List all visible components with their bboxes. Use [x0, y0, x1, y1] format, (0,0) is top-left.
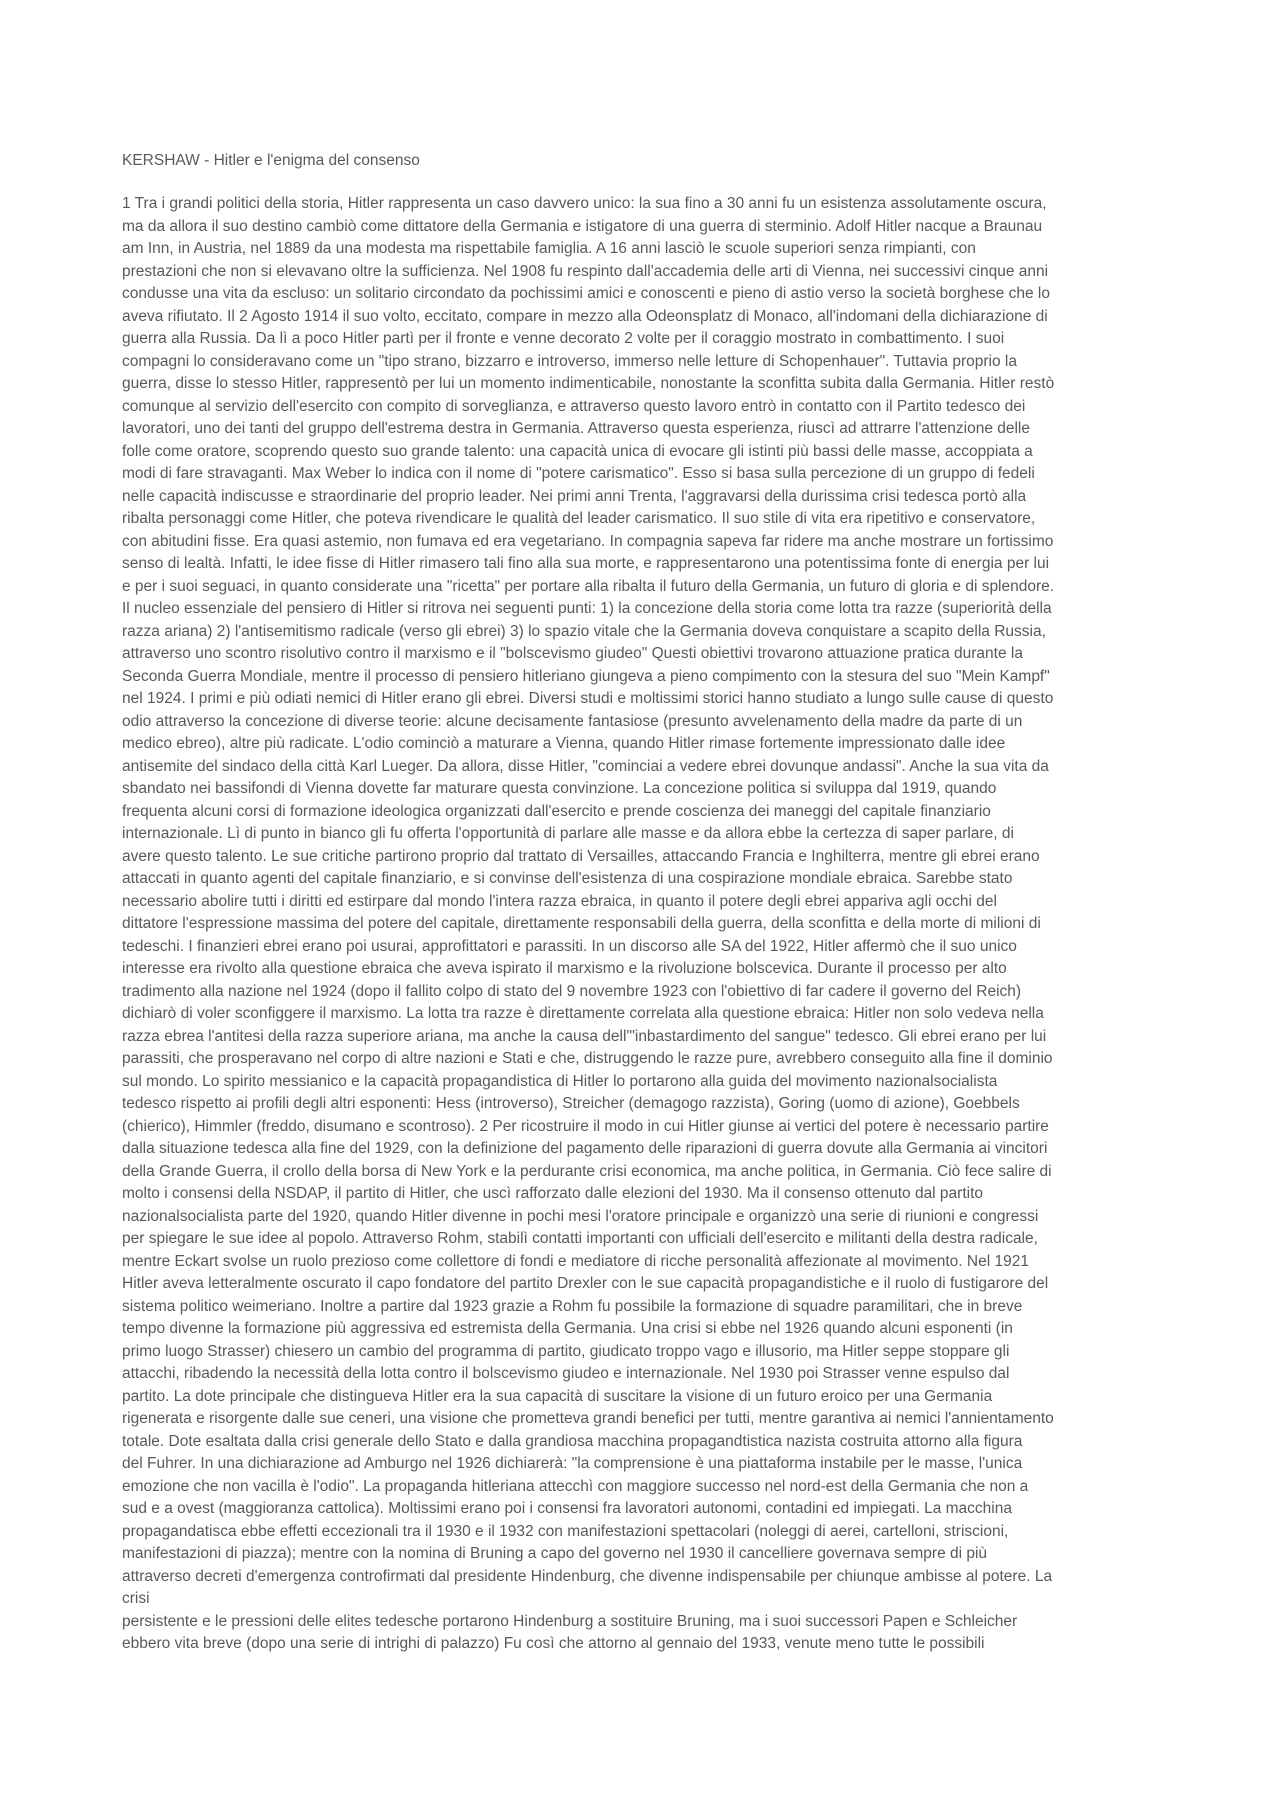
- body-line: am Inn, in Austria, nel 1889 da una modesta ma rispettabile famiglia. A 16 anni lasciò le scuole superiori senza rimpianti, con: [122, 240, 976, 257]
- body-line: della Grande Guerra, il crollo della borsa di New York e la perdurante crisi economica, ma anche politica, in Germania. Ciò fece salire di: [122, 1162, 1052, 1180]
- body-line: propagandatisca ebbe effetti eccezionali tra il 1930 e il 1932 con manifestazioni spettacolari (noleggi di aerei, cartelloni, striscioni,: [122, 1522, 1009, 1540]
- body-line: rigenerata e risorgente dalle sue ceneri, una visione che prometteva grandi benefici per tutti, mentre garantiva ai nemici l'annientamento: [122, 1410, 1054, 1427]
- body-line: attacchi, ribadendo la necessità della lotta contro il bolscevismo giudeo e internazionale. Nel 1930 poi Strasser venne espulso dal: [122, 1365, 1010, 1382]
- body-line: Il nucleo essenziale del pensiero di Hitler si ritrova nei seguenti punti: 1) la concezione della storia come lotta tra razze (superiorità della: [122, 600, 1052, 617]
- body-line: ribalta personaggi come Hitler, che poteva rivendicare le qualità del leader carismatico. Il suo stile di vita era ripetitivo e conservatore,: [122, 510, 1036, 527]
- body-line: nel 1924. I primi e più odiati nemici di Hitler erano gli ebrei. Diversi studi e moltissimi storici hanno studiato a lungo sulle cause di questo: [122, 690, 1054, 707]
- body-line: interesse era rivolto alla questione ebraica che aveva ispirato il marxismo e la rivoluzione bolscevica. Durante il processo per alto: [122, 960, 1007, 977]
- body-line: aveva rifiutato. Il 2 Agosto 1914 il suo volto, eccitato, compare in mezzo alla Odeonsplatz di Monaco, all'indomani della dichiarazione di: [122, 307, 1048, 325]
- body-line: ebbero vita breve (dopo una serie di intrighi di palazzo) Fu così che attorno al gennaio del 1933, venute meno tutte le possibili: [122, 1635, 985, 1652]
- body-line: frequenta alcuni corsi di formazione ideologica organizzati dall'esercito e prende coscienza dei maneggi del capitale finanziario: [122, 802, 991, 820]
- body-line: necessario abolire tutti i diritti ed estirpare dal mondo l'intera razza ebraica, in quanto il potere degli ebrei appariva agli occhi del: [122, 892, 997, 910]
- body-line: Seconda Guerra Mondiale, mentre il processo di pensiero hitleriano giungeva a pieno compimento con la stesura del suo "Mein Kampf": [122, 667, 1050, 685]
- body-line: e per i suoi seguaci, in quanto considerate una "ricetta" per portare alla ribalta il futuro della Germania, un futuro di gloria e di splendore.: [122, 577, 1055, 595]
- body-line: tradimento alla nazione nel 1924 (dopo il fallito colpo di stato del 9 novembre 1923 con l'obiettivo di far cadere il governo del Reich): [122, 982, 1022, 1000]
- body-line: crisi: [122, 1590, 150, 1607]
- body-line: primo luogo Strasser) chiesero un cambio del programma di partito, giudicato troppo vago e illusorio, ma Hitler seppe stoppare gli: [122, 1342, 1010, 1360]
- body-line: emozione che non vacilla è l'odio". La propaganda hitleriana attecchì con maggiore successo nel nord-est della Germania che non a: [122, 1477, 1029, 1495]
- body-line: attaccati in quanto agenti del capitale finanziario, e si convinse dell'esistenza di una cospirazione mondiale ebraica. Sarebbe stato: [122, 870, 1013, 887]
- body-line: comunque al servizio dell'esercito con compito di sorveglianza, e attraverso questo lavoro entrò in contatto con il Partito tedesco dei: [122, 397, 1026, 415]
- body-line: odio attraverso la concezione di diverse teorie: alcune decisamente fantasiose (presunto avvelenamento della madre da parte di un: [122, 712, 1023, 730]
- body-line: nazionalsocialista parte del 1920, quando Hitler divenne in pochi mesi l'oratore principale e organizzò una serie di riunioni e congressi: [122, 1207, 1039, 1225]
- body-line: totale. Dote esaltata dalla crisi generale dello Stato e dalla grandiosa macchina propagandtistica nazista costruita attorno alla figura: [122, 1432, 1023, 1450]
- body-line: per spiegare le sue idee al popolo. Attraverso Rohm, stabilì contatti importanti con ufficiali dell'esercito e militanti della destra radicale,: [122, 1230, 1038, 1247]
- body-line: modi di fare stravaganti. Max Weber lo indica con il nome di "potere carismatico". Esso si basa sulla percezione di un gruppo di fedeli: [122, 465, 1035, 482]
- body-line: lavoratori, uno dei tanti del gruppo dell'estrema destra in Germania. Attraverso questa esperienza, riuscì ad attrarre l'attenzione delle: [122, 420, 1030, 437]
- body-line: sud e a ovest (maggioranza cattolica). Moltissimi erano poi i consensi fra lavoratori autonomi, contadini ed impiegati. La macchina: [122, 1500, 1012, 1517]
- body-line: tedesco rispetto ai profili degli altri esponenti: Hess (introverso), Streicher (demagogo razzista), Goring (uomo di azione), Goebbels: [122, 1095, 1020, 1112]
- body-line: manifestazioni di piazza); mentre con la nomina di Bruning a capo del governo nel 1930 il cancelliere governava sempre di più: [122, 1545, 988, 1562]
- body-line: sul mondo. Lo spirito messianico e la capacità propagandistica di Hitler lo portarono alla guida del movimento nazionalsocialista: [122, 1072, 998, 1090]
- body-line: avere questo talento. Le sue critiche partirono proprio dal trattato di Versailles, attaccando Francia e Inghilterra, mentre gli ebrei erano: [122, 847, 1040, 865]
- body-line: tedeschi. I finanzieri ebrei erano poi usurai, approfittatori e parassiti. In un discorso alle SA del 1922, Hitler affermò che il suo unico: [122, 937, 1017, 955]
- body-line: antisemite del sindaco della città Karl Lueger. Da allora, disse Hitler, "cominciai a vedere ebrei dovunque andassi". Anche la sua vita da: [122, 757, 1049, 775]
- body-line: prestazioni che non si elevavano oltre la sufficienza. Nel 1908 fu respinto dall'accademia delle arti di Vienna, nei successivi cinque anni: [122, 262, 1049, 280]
- body-line: sistema politico weimeriano. Inoltre a partire dal 1923 grazie a Rohm fu possibile la formazione di squadre paramilitari, che in breve: [122, 1297, 1023, 1315]
- body-line: mentre Eckart svolse un ruolo prezioso come collettore di fondi e mediatore di ricche personalità affezionate al movimento. Nel 1921: [122, 1252, 1029, 1270]
- body-line: ma da allora il suo destino cambiò come dittatore della Germania e istigatore di una guerra di sterminio. Adolf Hitler nacque a Braunau: [122, 217, 1043, 235]
- body-line: con abitudini fisse. Era quasi astemio, non fumava ed era vegetariano. In compagnia sapeva far ridere ma anche mostrare un fortissimo: [122, 532, 1054, 550]
- body-line: condusse una vita da escluso: un solitario circondato da pochissimi amici e conoscenti e pieno di astio verso la società borghese che lo: [122, 285, 1050, 302]
- body-line: Hitler aveva letteralmente oscurato il capo fondatore del partito Drexler con le sue capacità propagandistiche e il ruolo di fustigarore del: [122, 1275, 1049, 1292]
- body-line: guerra, disse lo stesso Hitler, rappresentò per lui un momento indimenticabile, nonostante la sconfitta subita dalla Germania. Hitler restò: [122, 375, 1055, 392]
- body-line: medico ebreo), altre più radicate. L'odio cominciò a maturare a Vienna, quando Hitler rimase fortemente impressionato dalle idee: [122, 735, 1006, 752]
- body-line: parassiti, che prosperavano nel corpo di altre nazioni e Stati e che, distruggendo le razze pure, avrebbero conseguito alla fine il dominio: [122, 1050, 1053, 1067]
- body-line: razza ebrea l'antitesi della razza superiore ariana, ma anche la causa dell'"inbastardimento del sangue" tedesco. Gli ebrei erano per lui: [122, 1027, 1047, 1045]
- body-line: 1 Tra i grandi politici della storia, Hitler rappresenta un caso davvero unico: la sua fino a 30 anni fu un esistenza assolutamente oscura,: [122, 195, 1047, 212]
- document-body: [122, 193, 1162, 1656]
- body-line: compagni lo consideravano come un "tipo strano, bizzarro e introverso, immerso nelle letture di Schopenhauer". Tuttavia proprio la: [122, 352, 1017, 370]
- body-line: persistente e le pressioni delle elites tedesche portarono Hindenburg a sostituire Bruning, ma i suoi successori Papen e Schleicher: [122, 1612, 1018, 1630]
- body-line: internazionale. Lì di punto in bianco gli fu offerta l'opportunità di parlare alle masse e da allora ebbe la certezza di saper parlare, di: [122, 825, 1014, 842]
- body-line: dalla situazione tedesca alla fine del 1929, con la definizione del pagamento delle riparazioni di guerra dovute alla Germania ai vincitori: [122, 1140, 1048, 1157]
- body-line: guerra alla Russia. Da lì a poco Hitler partì per il fronte e venne decorato 2 volte per il coraggio mostrato in combattimento. I suoi: [122, 330, 1005, 347]
- body-line: molto i consensi della NSDAP, il partito di Hitler, che uscì rafforzato dalle elezioni del 1930. Ma il consenso ottenuto dal partito: [122, 1185, 984, 1202]
- body-line: folle come oratore, scoprendo questo suo grande talento: una capacità unica di evocare gli istinti più bassi delle masse, accoppiata a: [122, 442, 1033, 460]
- body-line: dichiarò di voler sconfiggere il marxismo. La lotta tra razze è direttamente correlata alla questione ebraica: Hitler non solo vedeva nella: [122, 1005, 1044, 1022]
- body-line: dittatore l'espressione massima del potere del capitale, direttamente responsabili della guerra, della sconfitta e della morte di milioni di: [122, 915, 1041, 932]
- body-line: attraverso uno scontro risolutivo contro il marxismo e il "bolscevismo giudeo" Questi obiettivi trovarono attuazione pratica durante la: [122, 645, 1023, 662]
- body-line: del Fuhrer. In una dichiarazione ad Amburgo nel 1926 dichiarerà: "la comprensione è una piattaforma instabile per le masse, l'unica: [122, 1455, 1023, 1472]
- body-line: senso di lealtà. Infatti, le idee fisse di Hitler rimasero tali fino alla sua morte, e rappresentarono una potentissima fonte di energia per lui: [122, 555, 1050, 572]
- body-line: attraverso decreti d'emergenza controfirmati dal presidente Hindenburg, che divenne indispensabile per chiunque ambisse al potere. La: [122, 1567, 1053, 1585]
- body-line: razza ariana) 2) l'antisemitismo radicale (verso gli ebrei) 3) lo spazio vitale che la Germania doveva conquistare a scapito della Russia,: [122, 622, 1046, 640]
- body-line: sbandato nei bassifondi di Vienna dovette far maturare questa convinzione. La concezione politica si sviluppa dal 1919, quando: [122, 780, 997, 797]
- body-line: tempo divenne la formazione più aggressiva ed estremista della Germania. Una crisi si ebbe nel 1926 quando alcuni esponenti (in: [122, 1320, 1013, 1337]
- document-title: KERSHAW - Hitler e l'enigma del consenso: [122, 152, 420, 169]
- body-line: partito. La dote principale che distingueva Hitler era la sua capacità di suscitare la visione di un futuro eroico per una Germania: [122, 1387, 993, 1405]
- body-line: (chierico), Himmler (freddo, disumano e scontroso). 2 Per ricostruire il modo in cui Hitler giunse ai vertici del potere è necessario partire: [122, 1117, 1049, 1135]
- body-line: nelle capacità indiscusse e straordinarie del proprio leader. Nei primi anni Trenta, l'aggravarsi della durissima crisi tedesca portò alla: [122, 487, 1027, 505]
